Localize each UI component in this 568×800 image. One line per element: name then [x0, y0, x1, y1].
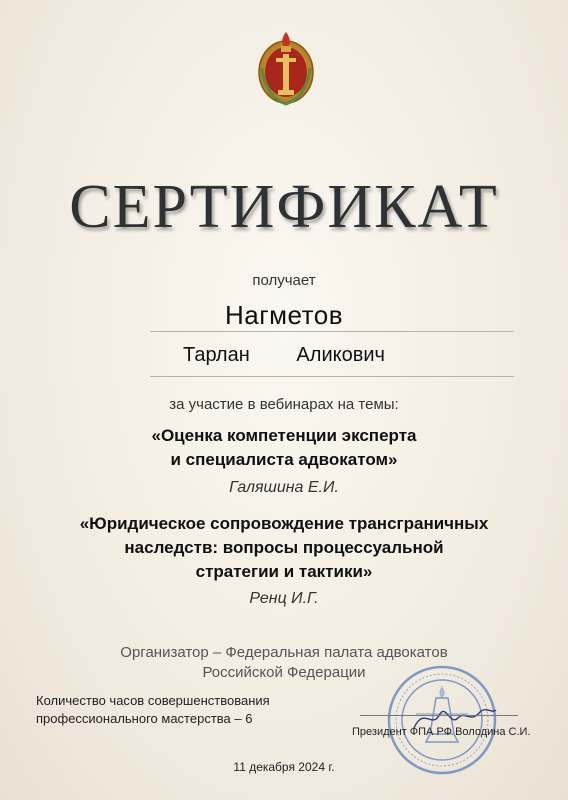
issue-date: 11 декабря 2024 г.	[233, 760, 335, 774]
topic-2-author: Ренц И.Г.	[249, 590, 319, 607]
organizer-line-1: Организатор – Федеральная палата адвокатов	[120, 644, 448, 661]
participation-label: за участие в вебинарах на темы:	[169, 396, 399, 413]
organizer-line-2: Российской Федерации	[202, 664, 366, 681]
topic-1-line-2: и специалиста адвокатом»	[170, 450, 398, 469]
topic-2-line-1: «Юридическое сопровождение трансграничных	[79, 514, 489, 533]
recipient-surname: Нагметов	[224, 300, 344, 330]
receives-label: получает	[252, 272, 316, 289]
signatory-name: Президент ФПА РФ Володина С.И.	[352, 726, 531, 738]
given-names-underline	[150, 376, 514, 377]
hours-text	[36, 692, 270, 728]
topic-2-line-2: наследств: вопросы процессуальной	[124, 538, 444, 557]
hours-line-2: профессионального мастерства – 6	[36, 711, 253, 726]
topic-1-author: Галяшина Е.И.	[229, 479, 339, 496]
lawyers-chamber-emblem-icon	[254, 28, 318, 110]
topic-1-line-1: «Оценка компетенции эксперта	[151, 426, 417, 445]
hours-line-1: Количество часов совершенствования	[36, 693, 270, 708]
surname-underline	[150, 331, 514, 332]
topic-2-line-3: стратегии и тактики»	[195, 562, 373, 581]
recipient-given-names: Тарлан Аликович	[183, 344, 385, 366]
signature-line	[360, 715, 518, 716]
certificate-title: СЕРТИФИКАТ	[69, 173, 499, 241]
topic-2	[0, 512, 568, 584]
topic-1	[0, 424, 568, 472]
